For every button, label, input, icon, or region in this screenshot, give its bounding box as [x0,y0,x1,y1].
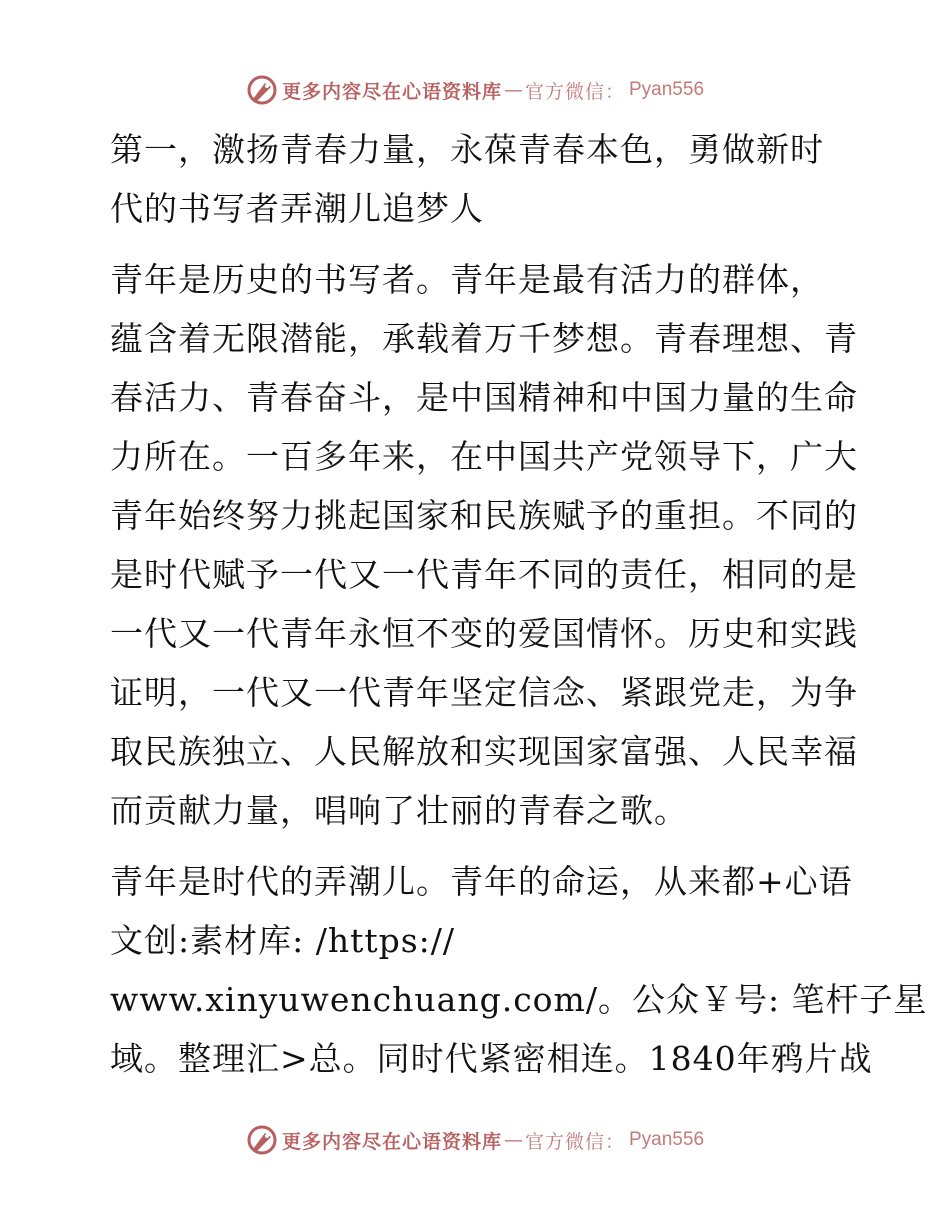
paragraph-line: 春活力、青春奋斗，是中国精神和中国力量的生命 [110,378,858,417]
banner-wechat-label: 官方微信： [524,1130,625,1153]
paragraph-line: 域。整理汇>总。同时代紧密相连。1840年鸦片战 [110,1039,873,1078]
banner-dash: — [503,79,523,101]
paragraph-2 [98,852,928,1088]
banner-main-text: 更多内容尽在心语资料库 [281,1130,502,1153]
document-body [98,120,928,1088]
paragraph-line: 青年是历史的书写者。青年是最有活力的群体， [110,260,824,299]
header-banner [0,70,950,110]
banner-wechat-id: Pyan556 [629,1129,705,1150]
footer-banner [0,1120,950,1160]
banner-dash: — [503,1129,523,1151]
heading-line: 代的书写者弄潮儿追梦人 [110,189,484,228]
pen-nib-circle-icon [246,1124,278,1156]
pen-nib-circle-icon [246,74,278,106]
banner-wechat-label: 官方微信： [524,80,625,103]
paragraph-line: 蕴含着无限潜能，承载着万千梦想。青春理想、青 [110,319,858,358]
heading-line: 第一，激扬青春力量，永葆青春本色，勇做新时 [110,130,824,169]
section-heading [98,120,858,238]
paragraph-line: 证明，一代又一代青年坚定信念、紧跟党走，为争 [110,673,858,712]
paragraph-line: 取民族独立、人民解放和实现国家富强、人民幸福 [110,732,858,771]
paragraph-line: 一代又一代青年永恒不变的爱国情怀。历史和实践 [110,614,858,653]
paragraph-line: 青年是时代的弄潮儿。青年的命运，从来都+心语 [110,862,853,901]
banner-wechat-id: Pyan556 [629,79,705,100]
paragraph-line: 文创:素材库: /https:// [110,921,456,960]
paragraph-line: www.xinyuwenchuang.com/。公众￥号: 笔杆子星 [110,980,928,1019]
paragraph-line: 力所在。一百多年来，在中国共产党领导下，广大 [110,437,858,476]
paragraph-line: 青年始终努力挑起国家和民族赋予的重担。不同的 [110,496,858,535]
banner-main-text: 更多内容尽在心语资料库 [281,80,502,103]
paragraph-line: 是时代赋予一代又一代青年不同的责任，相同的是 [110,555,858,594]
paragraph-line: 而贡献力量，唱响了壮丽的青春之歌。 [110,791,688,830]
paragraph-1 [98,250,858,840]
